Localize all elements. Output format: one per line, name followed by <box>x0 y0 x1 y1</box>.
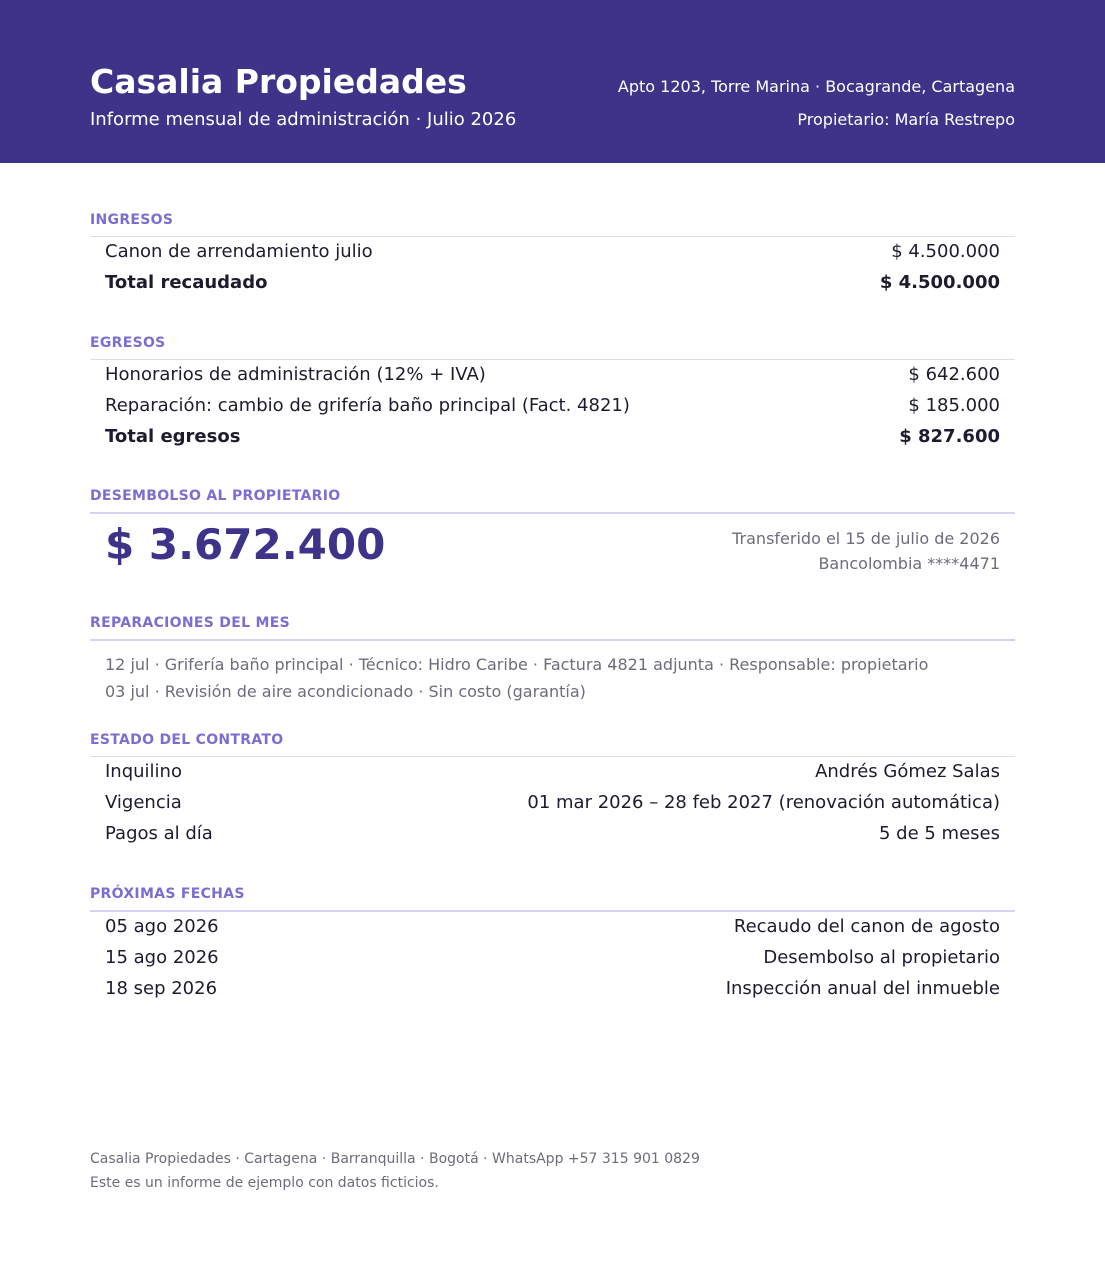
section-title-reparaciones: REPARACIONES DEL MES <box>90 613 1015 641</box>
egresos-total-row <box>105 421 1000 452</box>
footer-contact: Casalia Propiedades · Cartagena · Barranquilla · Bogotá · WhatsApp +57 315 901 0829 <box>90 1151 700 1167</box>
report-subtitle: Informe mensual de administración · Julio 2026 <box>90 109 517 130</box>
transfer-date: Transferido el 15 de julio de 2026 <box>732 529 1000 548</box>
company-name: Casalia Propiedades <box>90 62 467 101</box>
section-title-egresos: EGRESOS <box>90 333 1015 360</box>
row-value: $ 4.500.000 <box>891 241 1000 263</box>
upcoming-event: Desembolso al propietario <box>763 947 1000 969</box>
owner-name: Propietario: María Restrepo <box>797 110 1015 129</box>
repair-item: 12 jul · Grifería baño principal · Técnico: Hidro Caribe · Factura 4821 adjunta · Responsable: propietario <box>105 655 929 674</box>
upcoming-row <box>105 973 1000 1004</box>
property-address: Apto 1203, Torre Marina · Bocagrande, Cartagena <box>617 77 1015 96</box>
row-label: Canon de arrendamiento julio <box>105 241 373 263</box>
bank-account: Bancolombia ****4471 <box>818 554 1000 573</box>
contract-rows <box>90 757 1015 849</box>
contract-row <box>105 757 1000 788</box>
report-header <box>0 0 1105 163</box>
payout-amount: $ 3.672.400 <box>105 520 386 569</box>
section-reparaciones <box>90 613 1015 705</box>
section-title-ingresos: INGRESOS <box>90 210 1015 237</box>
upcoming-date: 15 ago 2026 <box>105 947 219 969</box>
upcoming-event: Recaudo del canon de agosto <box>733 916 1000 938</box>
section-title-contrato: ESTADO DEL CONTRATO <box>90 730 1015 757</box>
upcoming-date: 18 sep 2026 <box>105 977 218 999</box>
footer-disclaimer: Este es un informe de ejemplo con datos ficticios. <box>90 1175 439 1191</box>
egreso-row <box>105 391 1000 422</box>
row-value: 01 mar 2026 – 28 feb 2027 (renovación automática) <box>527 792 1000 814</box>
egreso-row <box>105 360 1000 391</box>
repair-list <box>90 641 1015 705</box>
upcoming-row <box>105 943 1000 974</box>
row-value: $ 185.000 <box>908 395 1000 417</box>
section-title-proximas: PRÓXIMAS FECHAS <box>90 884 1015 912</box>
section-title-desembolso: DESEMBOLSO AL PROPIETARIO <box>90 486 1015 514</box>
total-label: Total egresos <box>105 425 241 447</box>
repair-item: 03 jul · Revisión de aire acondicionado · Sin costo (garantía) <box>105 682 586 701</box>
row-value: $ 642.600 <box>908 364 1000 386</box>
row-label: Reparación: cambio de grifería baño principal (Fact. 4821) <box>105 395 630 417</box>
ingreso-row <box>105 237 1000 268</box>
egresos-rows <box>90 360 1015 452</box>
upcoming-event: Inspección anual del inmueble <box>725 977 1000 999</box>
section-egresos <box>90 333 1015 452</box>
row-value: Andrés Gómez Salas <box>815 761 1000 783</box>
contract-row <box>105 788 1000 819</box>
row-value: 5 de 5 meses <box>878 822 1000 844</box>
row-label: Honorarios de administración (12% + IVA) <box>105 364 486 386</box>
section-contrato <box>90 730 1015 849</box>
upcoming-row <box>105 912 1000 943</box>
upcoming-date: 05 ago 2026 <box>105 916 219 938</box>
row-label: Vigencia <box>105 792 182 814</box>
upcoming-rows <box>90 912 1015 1004</box>
total-value: $ 4.500.000 <box>879 272 1000 294</box>
ingresos-total-row <box>105 268 1000 299</box>
section-proximas-fechas <box>90 884 1015 1004</box>
ingresos-rows <box>90 237 1015 298</box>
section-desembolso <box>90 486 1015 584</box>
row-label: Inquilino <box>105 761 182 783</box>
payout-block <box>90 514 1015 584</box>
total-label: Total recaudado <box>105 272 268 294</box>
section-ingresos <box>90 210 1015 298</box>
row-label: Pagos al día <box>105 822 213 844</box>
contract-row <box>105 818 1000 849</box>
total-value: $ 827.600 <box>899 425 1000 447</box>
